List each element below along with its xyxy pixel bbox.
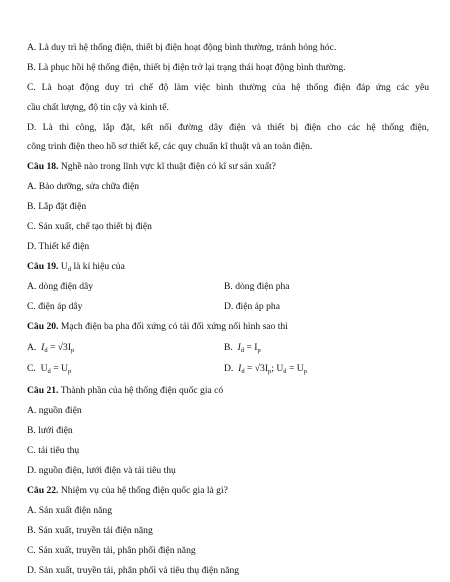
question-number: Câu 19. [27,261,59,272]
question-21 [27,384,223,397]
question-text: Nghề nào trong lĩnh vực kĩ thuật điện có kĩ sư sản xuất? [60,161,276,172]
q22-option-b: B. Sản xuất, truyền tải điện năng [27,525,153,536]
q19-option-d: D. điện áp pha [224,301,280,312]
q20-option-b: B. $I_d = I_p$ [224,342,261,354]
q22-option-d: D. Sản xuất, truyền tải, phân phối và tiêu thụ điện năng [27,565,240,576]
q18-option-b: B. Lắp đặt điện [27,201,87,212]
q21-option-a: A. nguồn điện [27,405,82,416]
q20-option-a: A. $I_d = √3I_p$ [27,342,75,354]
question-20 [27,320,288,333]
question-text: là kí hiệu của [73,261,125,272]
question-19 [27,260,125,276]
q18-option-a: A. Bảo dưỡng, sửa chữa điện [27,181,140,192]
prev-option-b: B. Là phục hồi hệ thống điện, thiết bị điện trở lại trạng thái hoạt động bình thường. [27,62,346,73]
question-22 [27,484,228,497]
prev-option-d-line2: công trình điện theo hồ sơ thiết kế, các quy chuẩn kĩ thuật và an toàn điện. [27,141,313,152]
question-number: Câu 18. [27,161,59,172]
q20-option-c: C. $U_d = U_p$ [27,363,72,375]
question-number: Câu 20. [27,321,59,332]
q22-option-c: C. Sản xuất, truyền tải, phân phối điện năng [27,545,196,556]
q18-option-c: C. Sản xuất, chế tạo thiết bị điện [27,221,152,232]
question-18 [27,160,276,173]
question-text: Mạch điện ba pha đối xứng có tải đối xứng nối hình sao thì [60,321,288,332]
question-number: Câu 21. [27,385,59,396]
q19-option-a: A. dòng điện dây [27,281,94,292]
prev-option-a: A. Là duy trì hệ thống điện, thiết bị điện hoạt động bình thường, tránh hỏng hóc. [27,42,337,53]
prev-option-c-line2: cầu chất lượng, độ tin cậy và kinh tế. [27,102,169,113]
q21-option-c: C. tải tiêu thụ [27,445,80,456]
question-text: Nhiệm vụ của hệ thống điện quốc gia là gì? [60,485,228,496]
prev-option-d-line1: D. Là thi công, lắp đặt, kết nối đường dây điện và thiết bị điện cho các hệ thống điện, [27,122,429,133]
q21-option-d: D. nguồn điện, lưới điện và tải tiêu thụ [27,465,176,476]
question-text: Thành phần của hệ thống điện quốc gia có [60,385,224,396]
question-number: Câu 22. [27,485,59,496]
q19-option-c: C. điện áp dây [27,301,83,312]
symbol: $U_d$ [60,261,72,273]
q21-option-b: B. lưới điện [27,425,73,436]
q22-option-a: A. Sản xuất điện năng [27,505,112,516]
prev-option-c-line1: C. Là hoạt động duy trì chế độ làm việc bình thường của hệ thống điện đáp ứng các yêu [27,82,429,93]
q18-option-d: D. Thiết kế điện [27,241,90,252]
q20-option-d: D. $I_d = √3I_p$; $U_d = U_p$ [224,363,307,375]
q19-option-b: B. dòng điện pha [224,281,290,292]
